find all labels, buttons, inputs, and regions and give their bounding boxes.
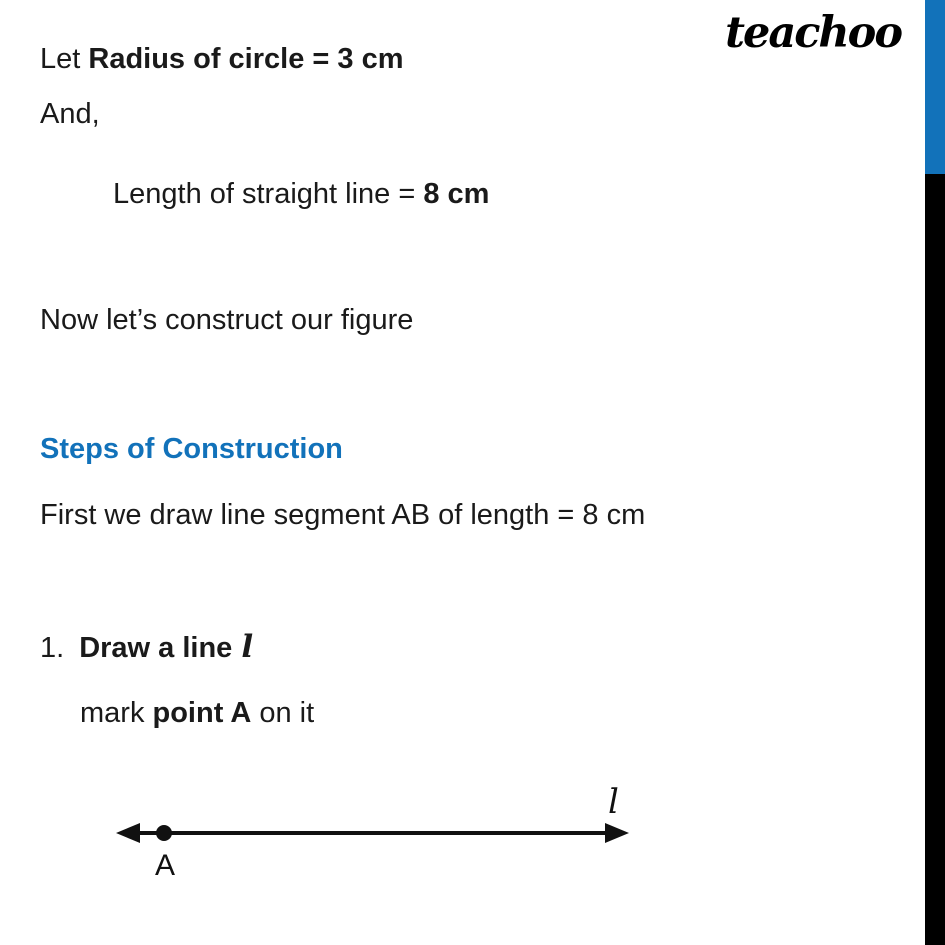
radius-line-bold: Radius of circle = 3 cm: [88, 43, 404, 75]
line-figure-svg: [100, 778, 645, 858]
radius-line-prefix: Let: [40, 43, 89, 75]
step-1-number: 1.: [40, 632, 65, 664]
teachoo-logo: teachoo: [725, 8, 901, 58]
length-line: [113, 178, 489, 211]
step-1-sub-prefix: mark: [80, 697, 153, 729]
line-figure: [100, 778, 645, 858]
left-arrowhead-icon: [116, 823, 140, 843]
and-line: And,: [40, 98, 100, 130]
step-1-sub-suffix: on it: [251, 697, 315, 729]
step-1-sub-bold: point A: [152, 697, 252, 729]
step-1-text: Draw a line: [79, 632, 233, 664]
right-arrowhead-icon: [605, 823, 629, 843]
point-a-label: A: [155, 849, 176, 882]
point-a-dot: [156, 825, 172, 841]
radius-line: [40, 43, 403, 76]
step-1-subline: [80, 697, 314, 730]
length-line-prefix: Length of straight line =: [113, 178, 424, 210]
step-1-item: [40, 630, 253, 666]
steps-heading: Steps of Construction: [40, 433, 343, 465]
step-1-line-variable: l: [241, 629, 254, 665]
construct-line: Now let’s construct our figure: [40, 304, 414, 336]
accent-bar-black: [925, 174, 945, 945]
length-line-bold: 8 cm: [423, 178, 490, 210]
line-l-label: l: [608, 782, 619, 822]
accent-bar-blue: [925, 0, 945, 174]
first-step-line: First we draw line segment AB of length = 8 cm: [40, 499, 646, 531]
